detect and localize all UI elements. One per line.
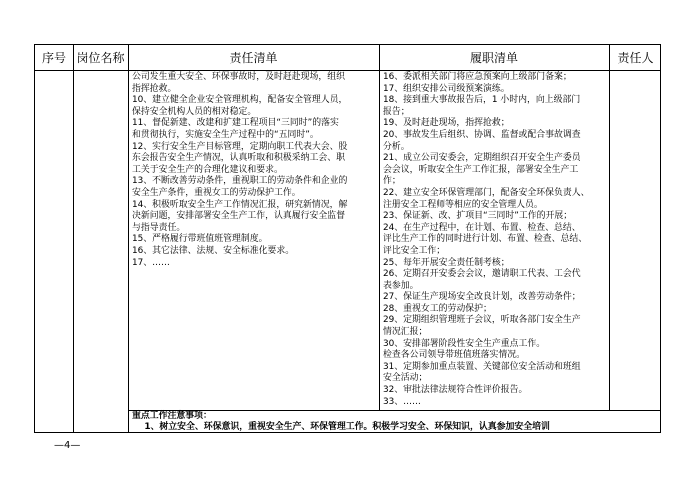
performance-line: 会会议，听取安全生产工作汇报，部署安全生产工 [383, 164, 579, 175]
performance-line: 27、保证生产现场安全改良计划，改善劳动条件； [383, 292, 581, 303]
notes-title: 重点工作注意事项： [132, 411, 212, 421]
responsibility-line: 16、其它法律、法规、安全标准化要求。 [132, 245, 295, 256]
column-divider [609, 45, 610, 410]
performance-line: 注册安全工程师等相应的安全管理人员。 [383, 199, 543, 210]
performance-line: 18、接到重大事故报告后，1 小时内，向上级部门 [383, 95, 581, 106]
header-responsibility: 责任清单 [229, 51, 278, 65]
performance-line: 评比生产工作的同时进行计划、布置、检查、总结、 [383, 234, 588, 245]
responsibility-line: 工关于安全生产的合理化建议和要求。 [132, 164, 283, 175]
performance-line: 表参加。 [383, 280, 419, 291]
responsibility-line: 指挥抢救。 [132, 83, 177, 94]
performance-line: 30、安排部署阶段性安全生产重点工作。 [383, 338, 546, 349]
performance-line: 分析。 [383, 141, 410, 152]
performance-line: 报告； [383, 106, 410, 117]
responsibility-line: 保持安全机构人员的相对稳定。 [132, 106, 257, 117]
performance-line: 20、事故发生后组织、协调、监督或配合事故调查 [383, 129, 581, 140]
header-divider [35, 70, 660, 71]
performance-line: 情况汇报； [383, 327, 428, 338]
performance-line: 28、重视女工的劳动保护； [383, 303, 492, 314]
performance-line: 19、及时赶赴现场，指挥抢救； [383, 118, 510, 129]
column-divider [379, 45, 380, 410]
responsibility-line: 15、严格履行带班值班管理制度。 [132, 234, 268, 245]
responsibility-line: 14、积极听取安全生产工作情况汇报，研究新情况，解 [132, 199, 348, 210]
performance-line: 25、每年开展安全责任制考核； [383, 257, 510, 268]
responsibility-line: 和贯彻执行，实施安全生产过程中的“五同时”。 [132, 129, 319, 140]
performance-line: 31、定期参加重点装置、关键部位安全活动和班组 [383, 361, 581, 372]
performance-line: 安全活动； [383, 373, 428, 384]
responsibility-line: 安全生产条件，重视女工的劳动保护工作。 [132, 187, 301, 198]
performance-line: 32、审批法律法规符合性评价报告。 [383, 385, 528, 396]
responsibility-line: 10、建立健全企业安全管理机构，配备安全管理人员， [132, 95, 348, 106]
responsibility-list [132, 72, 347, 269]
performance-line: 23、保证新、改、扩项目“三同时”工作的开展； [383, 211, 573, 222]
performance-list [383, 72, 590, 408]
performance-line: 21、成立公司安委会，定期组织召开安全生产委员 [383, 153, 581, 164]
performance-line: 作； [383, 176, 401, 187]
performance-line: 检查各公司领导带班值班落实情况。 [383, 350, 525, 361]
performance-line: 29、定期组织管理班子会议，听取各部门安全生产 [383, 315, 581, 326]
performance-line: 16、委派相关部门将应急预案向上级部门备案； [383, 72, 572, 82]
column-divider [128, 45, 129, 432]
header-responsible-person: 责任人 [617, 51, 654, 65]
responsibility-line: 公司发生重大安全、环保事故时，及时赶赴现场，组织 [132, 72, 345, 82]
notes-first-line: 1、树立安全、环保意识，重视安全生产、环保管理工作。积极学习安全、环保知识，认真参加安全培训 [132, 422, 550, 432]
responsibility-line: 17、…… [132, 257, 170, 268]
header-performance: 履职清单 [469, 51, 518, 65]
performance-line: 26、定期召开安委会会议，邀请职工代表、工会代 [383, 269, 581, 280]
responsibility-line: 东会报告安全生产情况，认真听取和积极采纳工会、职 [132, 153, 345, 164]
performance-line: 评比安全工作； [383, 245, 446, 256]
responsibility-line: 11、督促新建、改建和扩建工程项目“三同时”的落实 [132, 118, 339, 129]
responsibility-line: 12、实行安全生产目标管理，定期向职工代表大会、股 [132, 141, 348, 152]
responsibility-table [34, 44, 661, 433]
performance-line: 33、…… [383, 396, 421, 407]
performance-line: 17、组织安排公司级预案演练。 [383, 83, 510, 94]
responsibility-line: 决新问题，安排部署安全生产工作，认真履行安全监督 [132, 211, 345, 222]
header-position: 岗位名称 [76, 51, 125, 65]
performance-line: 22、建立安全环保管理部门，配备安全环保负责人、 [383, 187, 590, 198]
page-number: —4— [54, 440, 81, 451]
performance-line: 24、在生产过程中，在计划、布置、检查、总结、 [383, 222, 581, 233]
responsibility-line: 与指导责任。 [132, 222, 186, 233]
column-divider [73, 45, 74, 432]
responsibility-line: 13、不断改善劳动条件，重视职工的劳动条件和企业的 [132, 176, 348, 187]
header-seq: 序号 [41, 51, 66, 65]
